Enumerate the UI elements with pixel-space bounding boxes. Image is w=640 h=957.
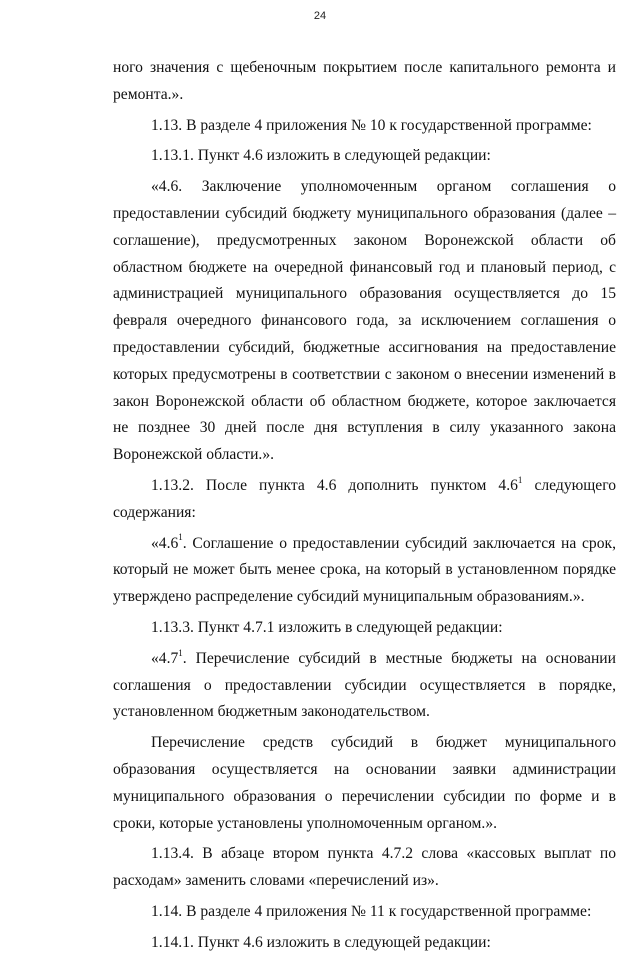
superscript: 1 <box>178 647 183 658</box>
paragraph-clause-4-6: «4.6. Заключение уполномоченным органом соглашения о предоставлении субсидий бюджету муниципального образования (далее – соглашение), предусмотренных законом Воронежской области об областном бюджете на очередной финансовый год и плановый период, с администрацией муниципального образования осуществляется до 15 февраля очередного финансового года, за исключением соглашения о предоставлении субсидий, бюджетные ассигнования на предоставление которых предусмотрены в соответствии с законом о внесении изменений в закон Воронежской области об областном бюджете, которое заключается не позднее 30 дней после дня вступления в силу указанного закона Воронежской области.». <box>113 178 616 464</box>
paragraph-section-1-14: 1.14. В разделе 4 приложения № 11 к государственной программе: <box>151 902 592 920</box>
text-run: «4.7 <box>151 649 179 667</box>
paragraph-section-1-13: 1.13. В разделе 4 приложения № 10 к государственной программе: <box>151 116 592 134</box>
text-run: . Перечисление субсидий в местные бюджеты на основании соглашения о предоставлении субсидии осуществляется в порядке, установленном бюджетным законодательством. <box>113 649 616 721</box>
paragraph-continuation: ного значения с щебеночным покрытием после капитального ремонта и ремонта.». <box>113 59 616 103</box>
text-run: «4.6 <box>151 534 179 552</box>
paragraph-item-1-13-2 <box>113 473 616 527</box>
paragraph-item-1-13-1: 1.13.1. Пункт 4.6 изложить в следующей редакции: <box>151 147 491 165</box>
page-number: 24 <box>313 10 327 22</box>
paragraph-item-1-13-3: 1.13.3. Пункт 4.7.1 изложить в следующей редакции: <box>151 618 503 636</box>
text-run: 1.13.2. После пункта 4.6 дополнить пунктом 4.6 <box>151 476 518 494</box>
paragraph-clause-4-7-1 <box>113 646 616 726</box>
document-body <box>113 55 616 957</box>
paragraph-transfer-funds: Перечисление средств субсидий в бюджет муниципального образования осуществляется на основании заявки администрации муниципального образования о перечислении субсидии по форме и в сроки, которые установлены уполномоченным органом.». <box>113 734 616 832</box>
text-run: . Соглашение о предоставлении субсидий заключается на срок, который не может быть менее срока, на который в установленном порядке утверждено распределение субсидий муниципальным образованиям.». <box>113 534 616 606</box>
paragraph-item-1-14-1: 1.14.1. Пункт 4.6 изложить в следующей редакции: <box>151 933 491 951</box>
paragraph-item-1-13-4: 1.13.4. В абзаце втором пункта 4.7.2 слова «кассовых выплат по расходам» заменить словами «перечислений из». <box>113 845 616 890</box>
text-run: следующего содержания: <box>113 476 617 521</box>
superscript: 1 <box>178 532 183 543</box>
paragraph-clause-4-6-1 <box>113 531 616 611</box>
superscript: 1 <box>517 474 523 485</box>
